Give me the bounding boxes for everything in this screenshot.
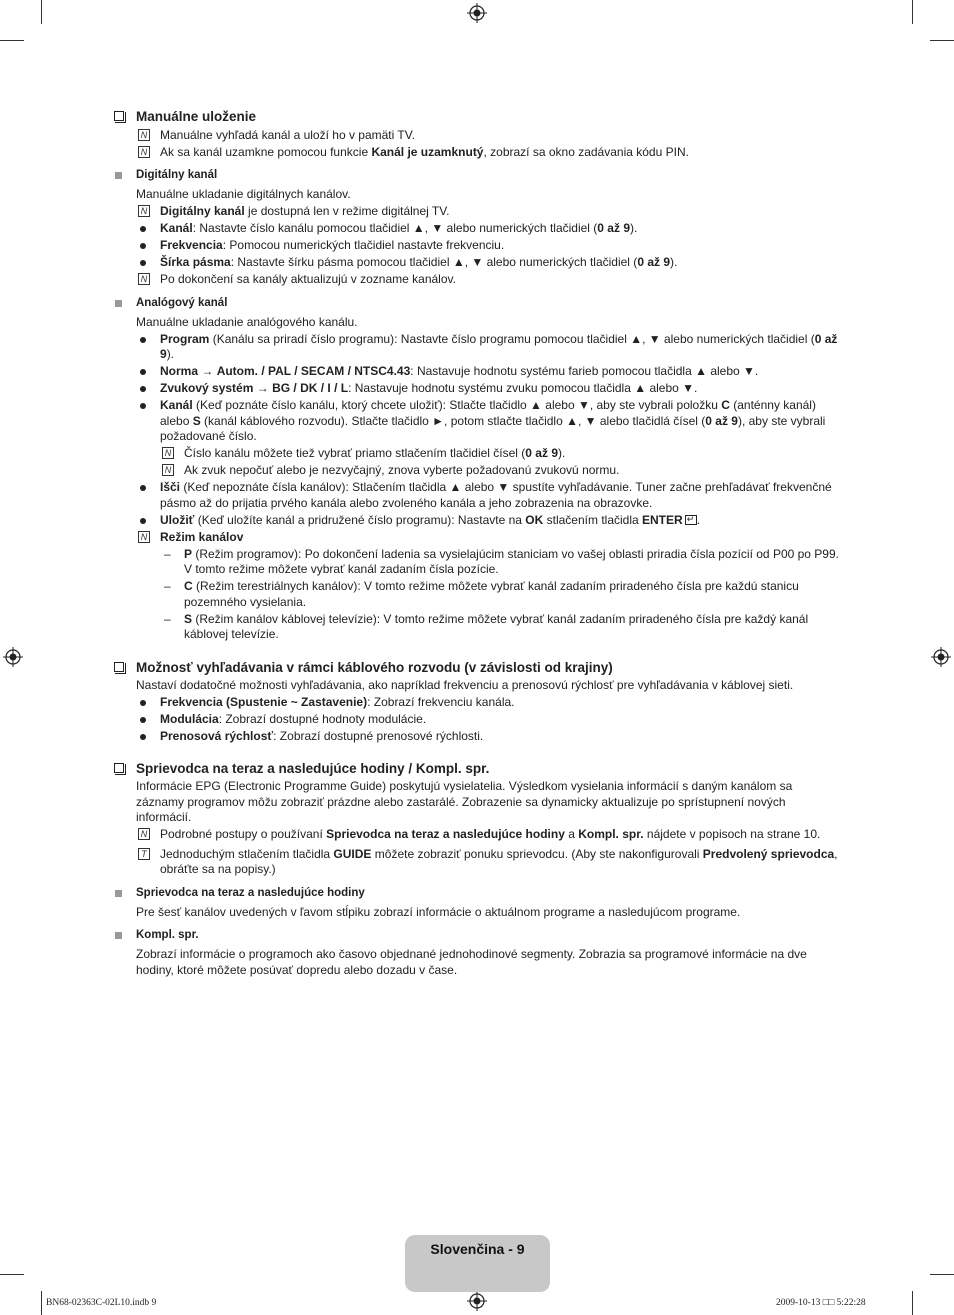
list-item: Frekvencia: Pomocou numerických tlačidiel nastavte frekvenciu.: [112, 238, 842, 254]
paragraph: Nastaví dodatočné možnosti vyhľadávania, ako napríklad frekvenciu a prenosovú rýchlosť pre vyhľadávania v káblovej sieti.: [136, 677, 794, 692]
bullet-icon: [140, 337, 146, 343]
subsection-heading: Sprievodca na teraz a nasledujúce hodiny: [112, 886, 842, 901]
subsection-heading: Analógový kanál: [112, 296, 842, 311]
list-item: Zvukový systém → BG / DK / I / L: Nastavuje hodnotu systému zvuku pomocou tlačidla ▲ alebo ▼.: [112, 381, 842, 397]
registration-mark-icon: [467, 3, 487, 23]
list-item: Šírka pásma: Nastavte šírku pásma pomocou tlačidiel ▲, ▼ alebo numerických tlačidiel (0 až 9).: [112, 255, 842, 271]
tool-icon: T: [138, 848, 150, 860]
note: N Číslo kanálu môžete tiež vybrať priamo stlačením tlačidiel čísel (0 až 9).: [112, 446, 842, 462]
note: N Digitálny kanál je dostupná len v režime digitálnej TV.: [112, 204, 842, 220]
note-icon: N: [138, 129, 150, 141]
crop-mark: [41, 0, 42, 24]
list-item: Program (Kanálu sa priradí číslo programu): Nastavte číslo programu pomocou tlačidiel ▲, ▼ alebo numerických tlačidiel (0 až 9).: [112, 332, 842, 363]
list-item: – S (Režim kanálov káblovej televízie): V tomto režime môžete vybrať kanál zadaním priradeného čísla pre každý kanál káblovej televízie.: [164, 611, 809, 641]
paragraph: Informácie EPG (Electronic Programme Guide) poskytujú vysielatelia. Výsledkom vysielania informácií s daným kanálom sa záznamy programov môžu zobraziť prázdne alebo zastarálé. Zobrazenie sa dynamicky aktualizuje po sprístupnení nových informácií.: [136, 779, 793, 824]
registration-mark-icon: [931, 647, 951, 667]
paragraph: Pre šesť kanálov uvedených v ľavom stĺpiku zobrazí informácie o aktuálnom programe a nasledujúcom programe.: [136, 904, 741, 919]
section-heading: Manuálne uloženie: [112, 108, 842, 126]
paragraph: Zobrazí informácie o programoch ako časovo objednané jednohodinové segmenty. Zobrazia sa programové informácie na dve hodiny, ktoré môžete posúvať dopredu alebo dozadu v čase.: [136, 947, 807, 977]
bullet-icon: [140, 700, 146, 706]
note: T Jednoduchým stlačením tlačidla GUIDE môžete zobraziť ponuku sprievodcu. (Aby ste nakonfigurovali Predvolený sprievodca, obráťte sa na popisy.): [112, 847, 842, 878]
note: N Po dokončení sa kanály aktualizujú v zozname kanálov.: [112, 272, 842, 288]
square-bullet-icon: [115, 172, 122, 179]
note: N Režim kanálov: [112, 530, 842, 546]
crop-mark: [0, 40, 24, 41]
list-item: Modulácia: Zobrazí dostupné hodnoty modulácie.: [112, 712, 842, 728]
checkbox-square-icon: [114, 111, 124, 121]
bullet-icon: [140, 734, 146, 740]
note: N Podrobné postupy o používaní Sprievodca na teraz a nasledujúce hodiny a Kompl. spr. nájdete v popisoch na strane 10.: [112, 827, 842, 843]
note-icon: N: [162, 464, 174, 476]
crop-mark: [912, 0, 913, 24]
file-slug: BN68-02363C-02L10.indb 9: [46, 1298, 157, 1308]
date-slug: 2009-10-13 □□ 5:22:28: [776, 1298, 866, 1308]
registration-mark-icon: [3, 647, 23, 667]
crop-mark: [912, 1291, 913, 1315]
crop-mark: [930, 1274, 954, 1275]
note-icon: N: [138, 531, 150, 543]
note-icon: N: [138, 828, 150, 840]
list-item: Išči (Keď nepoznáte čísla kanálov): Stlačením tlačidla ▲ alebo ▼ spustíte vyhľadávanie. Tuner začne prehľadávať frekvenčné pásmo až do prijatia prvého kanála alebo zvoleného kanála a jeho zobrazenia na obrazovke.: [112, 480, 842, 511]
enter-icon: [685, 515, 697, 525]
note-icon: N: [138, 205, 150, 217]
note-icon: N: [138, 273, 150, 285]
crop-mark: [41, 1291, 42, 1315]
page-content: [112, 108, 842, 978]
note: N Ak zvuk nepočuť alebo je nezvyčajný, znova vyberte požadovanú zvukovú normu.: [112, 463, 842, 479]
bullet-icon: [140, 518, 146, 524]
bullet-icon: [140, 485, 146, 491]
dash-marker: –: [164, 579, 171, 593]
list-item: – P (Režim programov): Po dokončení ladenia sa vysielajúcim staniciam vo vašej oblasti priradia čísla pozícií od P00 po P99. V tomto režime môžete vybrať kanál zadaním čísla pozície.: [164, 546, 839, 576]
square-bullet-icon: [115, 890, 122, 897]
subsection-heading: Kompl. spr.: [112, 928, 842, 943]
note: N Manuálne vyhľadá kanál a uloží ho v pamäti TV.: [112, 128, 842, 144]
bullet-icon: [140, 369, 146, 375]
bullet-icon: [140, 260, 146, 266]
subsection-heading: Digitálny kanál: [112, 168, 842, 183]
note-icon: N: [162, 447, 174, 459]
checkbox-square-icon: [114, 763, 124, 773]
paragraph: Manuálne ukladanie analógového kanálu.: [136, 314, 358, 329]
note-icon: N: [138, 146, 150, 158]
list-item: Uložiť (Keď uložíte kanál a pridružené číslo programu): Nastavte na OK stlačením tlačidla ENTER↵ .: [112, 513, 842, 529]
bullet-icon: [140, 403, 146, 409]
square-bullet-icon: [115, 300, 122, 307]
bullet-icon: [140, 386, 146, 392]
section-heading: Možnosť vyhľadávania v rámci káblového rozvodu (v závislosti od krajiny): [112, 659, 842, 677]
dash-marker: –: [164, 546, 171, 561]
registration-mark-icon: [467, 1291, 487, 1311]
crop-mark: [0, 1274, 24, 1275]
list-item: Kanál (Keď poznáte číslo kanálu, ktorý chcete uložiť): Stlačte tlačidlo ▲ alebo ▼, aby ste vybrali položku C (anténny kanál) alebo S (kanál káblového rozvodu). Stlačte tlačidlo ►, potom stlačte tlačidlo ▲, ▼ alebo tlačidlá čísel (0 až 9), aby ste vybrali požadované číslo.: [112, 398, 842, 445]
dash-marker: –: [164, 611, 171, 626]
list-item: Frekvencia (Spustenie ~ Zastavenie): Zobrazí frekvenciu kanála.: [112, 695, 842, 711]
page-number-badge: [405, 1235, 550, 1292]
paragraph: Manuálne ukladanie digitálnych kanálov.: [136, 187, 351, 201]
page-number-label: Slovenčina - 9: [430, 1241, 525, 1257]
section-heading: Sprievodca na teraz a nasledujúce hodiny / Kompl. spr.: [112, 760, 842, 778]
list-item: Kanál: Nastavte číslo kanálu pomocou tlačidiel ▲, ▼ alebo numerických tlačidiel (0 až 9).: [112, 221, 842, 237]
crop-mark: [930, 40, 954, 41]
bullet-icon: [140, 717, 146, 723]
bullet-icon: [140, 243, 146, 249]
list-item: Norma → Autom. / PAL / SECAM / NTSC4.43: Nastavuje hodnotu systému farieb pomocou tlačidla ▲ alebo ▼.: [112, 364, 842, 380]
checkbox-square-icon: [114, 662, 124, 672]
note: N Ak sa kanál uzamkne pomocou funkcie Kanál je uzamknutý, zobrazí sa okno zadávania kódu PIN.: [112, 145, 842, 161]
list-item: Prenosová rýchlosť: Zobrazí dostupné prenosové rýchlosti.: [112, 729, 842, 745]
list-item: – C (Režim terestriálnych kanálov): V tomto režime môžete vybrať kanál zadaním priradeného čísla pre každú stanicu pozemného vysielania.: [164, 579, 799, 609]
bullet-icon: [140, 226, 146, 232]
square-bullet-icon: [115, 932, 122, 939]
